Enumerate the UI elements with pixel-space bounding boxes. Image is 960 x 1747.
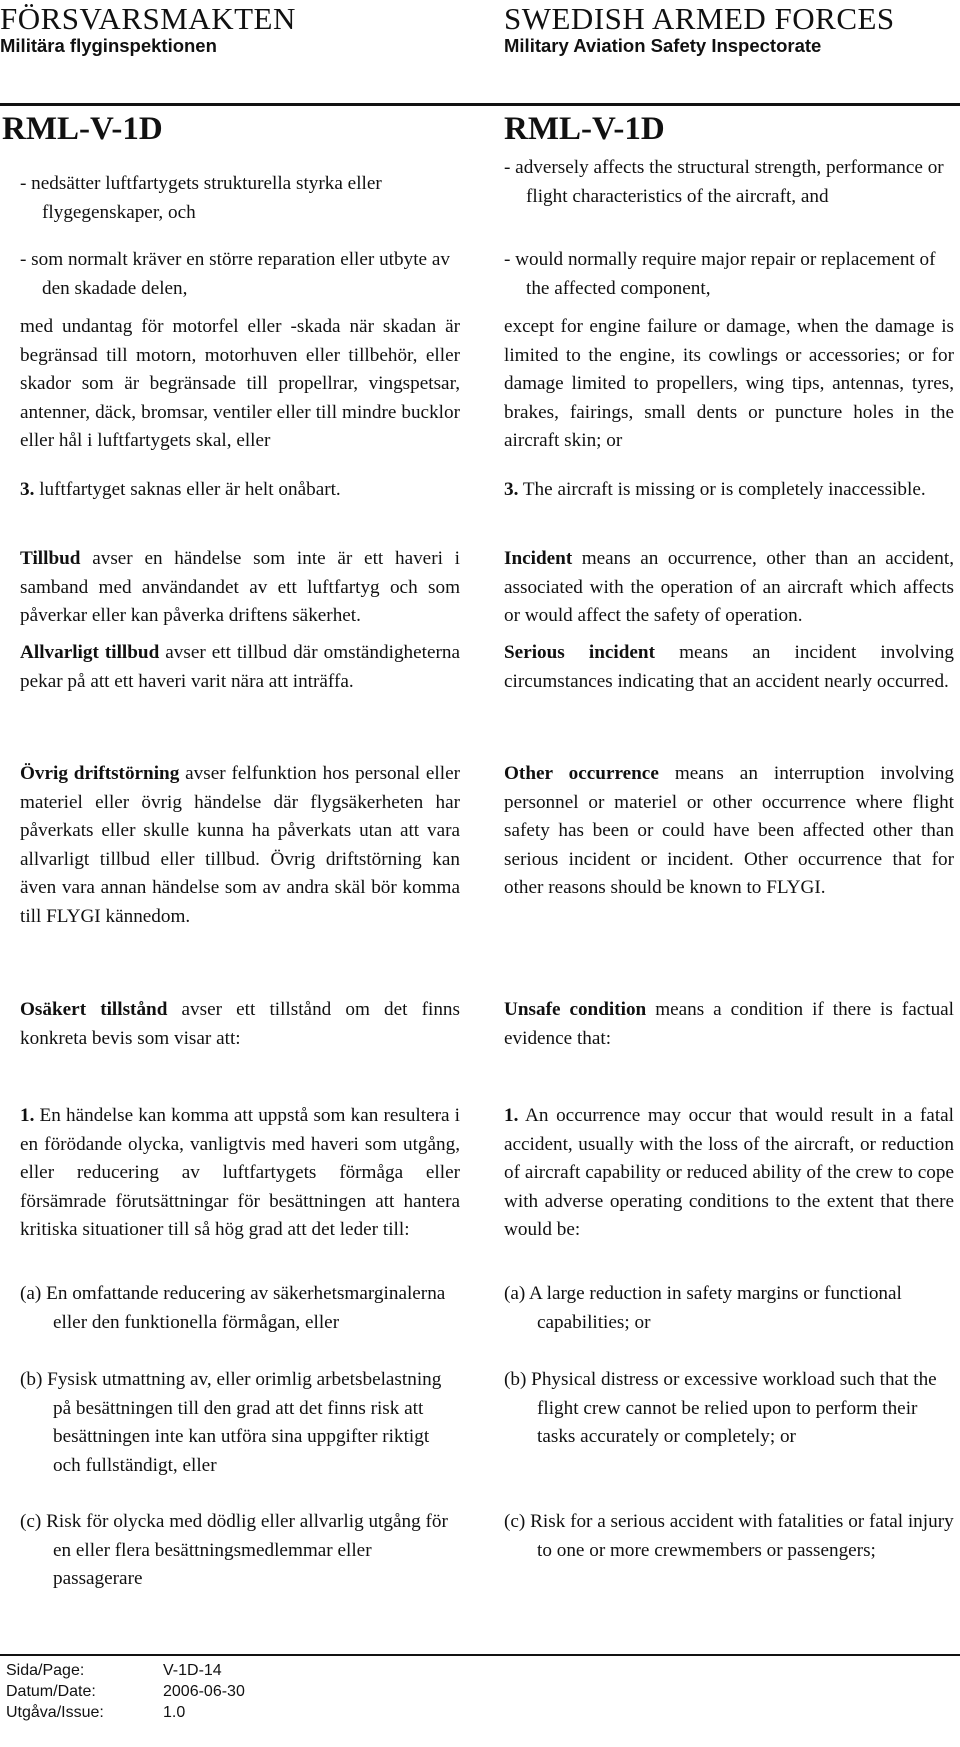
definition-serious-incident: Serious incident means an incident involving circumstances indicating that an accident nearly occurred. bbox=[504, 642, 954, 692]
paragraph: 3. The aircraft is missing or is completely inaccessible. bbox=[504, 479, 926, 500]
document-id-right: RML-V-1D bbox=[504, 111, 665, 147]
definition-other-occurrence: Other occurrence means an interruption involving personnel or materiel or other occurrence where flight safety has been or could have been affected other than serious incident or incident. Other occurrence that for other reasons should be known to FLYGI. bbox=[504, 763, 954, 898]
term: Övrig driftstörning bbox=[20, 763, 180, 784]
item-number: 1. bbox=[504, 1105, 519, 1126]
list-item-c: (c) Risk för olycka med dödlig eller allvarlig utgång för en eller flera besättningsmedlemmar eller passagerare bbox=[20, 1511, 448, 1589]
header-divider bbox=[0, 103, 960, 106]
item-number: 3. bbox=[20, 479, 35, 500]
paragraph: - adversely affects the structural strength, performance or flight characteristics of the aircraft, and bbox=[504, 157, 944, 207]
date-label: Datum/Date: bbox=[6, 1683, 96, 1700]
org-title-en: SWEDISH ARMED FORCES bbox=[504, 1, 895, 36]
date-value: 2006-06-30 bbox=[163, 1683, 245, 1700]
list-item-c: (c) Risk for a serious accident with fatalities or fatal injury to one or more crewmembers or passengers; bbox=[504, 1511, 954, 1561]
definition-ovrig-driftstorning: Övrig driftstörning avser felfunktion hos personal eller materiel eller övrig händelse där flygsäkerheten har påverkats eller skulle kunna ha påverkats utan att vara allvarligt tillbud eller tillbud. Övrig driftstörning kan även vara annan händelse som av andra skäl bör komma till FLYGI kännedom. bbox=[20, 763, 460, 927]
paragraph: 3. luftfartyget saknas eller är helt onåbart. bbox=[20, 479, 341, 500]
term: Serious incident bbox=[504, 642, 655, 663]
list-item-b: (b) Fysisk utmattning av, eller orimlig arbetsbelastning på besättningen till den grad att det finns risk att besättningen inte kan utföra sina uppgifter riktigt och fullständigt, eller bbox=[20, 1369, 442, 1476]
paragraph: med undantag för motorfel eller -skada när skadan är begränsad till motorn, motorhuven eller tillbehör, eller skador som är begränsade till propellrar, vingspetsar, antenner, däck, bromsar, ventiler eller till mindre bucklor eller hål i luftfartygets skal, eller bbox=[20, 316, 460, 451]
paragraph: - would normally require major repair or replacement of the affected component, bbox=[504, 249, 936, 299]
org-title-sv: FÖRSVARSMAKTEN bbox=[0, 1, 296, 36]
paragraph: except for engine failure or damage, when the damage is limited to the engine, its cowlings or accessories; or for damage limited to propellers, wing tips, antennas, tyres, brakes, fairings, small dents or puncture holes in the aircraft skin; or bbox=[504, 316, 954, 451]
term: Allvarligt tillbud bbox=[20, 642, 160, 663]
paragraph: - som normalt kräver en större reparation eller utbyte av den skadade delen, bbox=[20, 249, 450, 299]
list-item-a: (a) A large reduction in safety margins or functional capabilities; or bbox=[504, 1283, 902, 1333]
term: Osäkert tillstånd bbox=[20, 999, 168, 1020]
header-swedish bbox=[0, 2, 296, 56]
paragraph: 1. En händelse kan komma att uppstå som kan resultera i en förödande olycka, vanligtvis med haveri som utgång, eller reducering av luftfartygets förmåga eller försämrade förutsättningar för besättningen att hantera kritiska situationer till så hög grad att det leder till: bbox=[20, 1105, 460, 1240]
footer-row-date bbox=[6, 1681, 245, 1702]
issue-value: 1.0 bbox=[163, 1704, 186, 1721]
definition-allvarligt-tillbud: Allvarligt tillbud avser ett tillbud där omständigheterna pekar på att ett haveri varit nära att inträffa. bbox=[20, 642, 461, 692]
paragraph: - nedsätter luftfartygets strukturella styrka eller flygegenskaper, och bbox=[20, 173, 382, 223]
footer-row-page bbox=[6, 1660, 245, 1681]
footer-row-issue bbox=[6, 1702, 245, 1723]
definition-tillbud: Tillbud avser en händelse som inte är ett haveri i samband med användandet av ett luftfartyg och som påverkar eller kan påverka driftens säkerhet. bbox=[20, 548, 460, 626]
list-item-b: (b) Physical distress or excessive workload such that the flight crew cannot be relied upon to perform their tasks accurately or completely; or bbox=[504, 1369, 937, 1447]
page-label: Sida/Page: bbox=[6, 1662, 85, 1679]
definition-unsafe-condition: Unsafe condition means a condition if there is factual evidence that: bbox=[504, 999, 955, 1049]
paragraph: 1. An occurrence may occur that would result in a fatal accident, usually with the loss of the aircraft, or reduction of aircraft capability or reduced ability of the crew to cope with adverse operating conditions to the extent that there would be: bbox=[504, 1105, 954, 1240]
term: Incident bbox=[504, 548, 573, 569]
org-subtitle-en: Military Aviation Safety Inspectorate bbox=[504, 35, 822, 56]
definition-osakert-tillstand: Osäkert tillstånd avser ett tillstånd om det finns konkreta bevis som visar att: bbox=[20, 999, 460, 1049]
header-english bbox=[504, 2, 895, 56]
term: Unsafe condition bbox=[504, 999, 647, 1020]
item-number: 1. bbox=[20, 1105, 35, 1126]
footer-divider bbox=[0, 1654, 960, 1656]
list-item-a: (a) En omfattande reducering av säkerhetsmarginalerna eller den funktionella förmågan, eller bbox=[20, 1283, 446, 1333]
definition-incident: Incident means an occurrence, other than an accident, associated with the operation of an aircraft which affects or would affect the safety of operation. bbox=[504, 548, 954, 626]
org-subtitle-sv: Militära flyginspektionen bbox=[0, 35, 217, 56]
term: Tillbud bbox=[20, 548, 81, 569]
page-footer bbox=[6, 1660, 245, 1723]
issue-label: Utgåva/Issue: bbox=[6, 1704, 104, 1721]
page-number: V-1D-14 bbox=[163, 1662, 222, 1679]
term: Other occurrence bbox=[504, 763, 659, 784]
document-id-left: RML-V-1D bbox=[2, 111, 163, 147]
item-number: 3. bbox=[504, 479, 519, 500]
